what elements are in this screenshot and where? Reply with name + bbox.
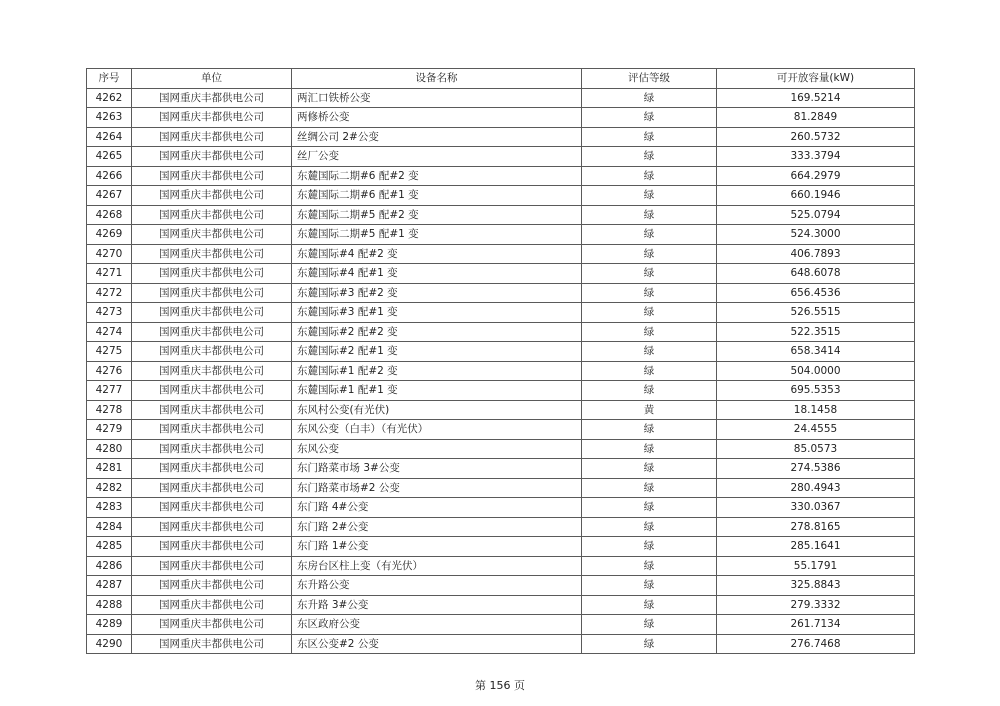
table-row: [87, 283, 915, 303]
cell-device-name: 东区公变#2 公变: [292, 634, 582, 654]
cell-serial-number: 4271: [87, 264, 132, 284]
cell-device-name: 东升路公变: [292, 576, 582, 596]
cell-assessment-level: 绿: [582, 537, 717, 557]
table-row: [87, 556, 915, 576]
cell-unit: 国网重庆丰都供电公司: [132, 205, 292, 225]
cell-device-name: 东门路菜市场#2 公变: [292, 478, 582, 498]
cell-device-name: 东麓国际二期#5 配#1 变: [292, 225, 582, 245]
cell-device-name: 东房台区柱上变（有光伏）: [292, 556, 582, 576]
table-row: [87, 478, 915, 498]
cell-unit: 国网重庆丰都供电公司: [132, 576, 292, 596]
cell-open-capacity: 85.0573: [717, 439, 915, 459]
cell-device-name: 东麓国际#1 配#1 变: [292, 381, 582, 401]
cell-unit: 国网重庆丰都供电公司: [132, 127, 292, 147]
cell-open-capacity: 24.4555: [717, 420, 915, 440]
cell-serial-number: 4282: [87, 478, 132, 498]
cell-assessment-level: 绿: [582, 615, 717, 635]
cell-assessment-level: 绿: [582, 303, 717, 323]
cell-assessment-level: 绿: [582, 225, 717, 245]
table-row: [87, 147, 915, 167]
header-serial-number: 序号: [87, 69, 132, 89]
cell-open-capacity: 260.5732: [717, 127, 915, 147]
cell-open-capacity: 55.1791: [717, 556, 915, 576]
cell-unit: 国网重庆丰都供电公司: [132, 634, 292, 654]
cell-open-capacity: 656.4536: [717, 283, 915, 303]
cell-serial-number: 4287: [87, 576, 132, 596]
cell-unit: 国网重庆丰都供电公司: [132, 283, 292, 303]
cell-open-capacity: 660.1946: [717, 186, 915, 206]
cell-serial-number: 4286: [87, 556, 132, 576]
cell-open-capacity: 504.0000: [717, 361, 915, 381]
cell-serial-number: 4276: [87, 361, 132, 381]
cell-assessment-level: 绿: [582, 634, 717, 654]
cell-unit: 国网重庆丰都供电公司: [132, 264, 292, 284]
cell-open-capacity: 18.1458: [717, 400, 915, 420]
cell-open-capacity: 406.7893: [717, 244, 915, 264]
cell-open-capacity: 81.2849: [717, 108, 915, 128]
cell-assessment-level: 绿: [582, 342, 717, 362]
cell-unit: 国网重庆丰都供电公司: [132, 439, 292, 459]
cell-device-name: 东麓国际二期#5 配#2 变: [292, 205, 582, 225]
cell-serial-number: 4267: [87, 186, 132, 206]
cell-device-name: 东升路 3#公变: [292, 595, 582, 615]
table-row: [87, 420, 915, 440]
cell-unit: 国网重庆丰都供电公司: [132, 459, 292, 479]
cell-unit: 国网重庆丰都供电公司: [132, 108, 292, 128]
table-row: [87, 264, 915, 284]
table-row: [87, 634, 915, 654]
cell-unit: 国网重庆丰都供电公司: [132, 537, 292, 557]
cell-assessment-level: 绿: [582, 108, 717, 128]
cell-open-capacity: 658.3414: [717, 342, 915, 362]
cell-device-name: 丝厂公变: [292, 147, 582, 167]
cell-assessment-level: 绿: [582, 439, 717, 459]
cell-device-name: 东区政府公变: [292, 615, 582, 635]
cell-device-name: 丝绸公司 2#公变: [292, 127, 582, 147]
table-row: [87, 166, 915, 186]
cell-assessment-level: 绿: [582, 498, 717, 518]
cell-unit: 国网重庆丰都供电公司: [132, 595, 292, 615]
cell-open-capacity: 330.0367: [717, 498, 915, 518]
cell-assessment-level: 绿: [582, 420, 717, 440]
cell-device-name: 东风公变: [292, 439, 582, 459]
cell-assessment-level: 绿: [582, 322, 717, 342]
table-row: [87, 88, 915, 108]
table-row: [87, 361, 915, 381]
capacity-table: [86, 68, 915, 654]
header-device-name: 设备名称: [292, 69, 582, 89]
cell-open-capacity: 524.3000: [717, 225, 915, 245]
cell-device-name: 东门路菜市场 3#公变: [292, 459, 582, 479]
cell-device-name: 东风村公变(有光伏): [292, 400, 582, 420]
cell-unit: 国网重庆丰都供电公司: [132, 244, 292, 264]
cell-device-name: 东门路 1#公变: [292, 537, 582, 557]
cell-unit: 国网重庆丰都供电公司: [132, 498, 292, 518]
capacity-table-container: [86, 68, 914, 654]
cell-unit: 国网重庆丰都供电公司: [132, 166, 292, 186]
table-row: [87, 498, 915, 518]
cell-device-name: 东门路 2#公变: [292, 517, 582, 537]
cell-assessment-level: 绿: [582, 127, 717, 147]
page-number: 第 156 页: [475, 679, 525, 692]
header-unit: 单位: [132, 69, 292, 89]
cell-assessment-level: 绿: [582, 556, 717, 576]
cell-assessment-level: 绿: [582, 166, 717, 186]
table-row: [87, 225, 915, 245]
cell-device-name: 东麓国际二期#6 配#2 变: [292, 166, 582, 186]
cell-serial-number: 4277: [87, 381, 132, 401]
cell-unit: 国网重庆丰都供电公司: [132, 478, 292, 498]
cell-serial-number: 4283: [87, 498, 132, 518]
table-row: [87, 205, 915, 225]
cell-unit: 国网重庆丰都供电公司: [132, 517, 292, 537]
cell-unit: 国网重庆丰都供电公司: [132, 322, 292, 342]
table-row: [87, 244, 915, 264]
table-row: [87, 517, 915, 537]
cell-open-capacity: 648.6078: [717, 264, 915, 284]
cell-serial-number: 4263: [87, 108, 132, 128]
cell-assessment-level: 绿: [582, 459, 717, 479]
cell-unit: 国网重庆丰都供电公司: [132, 342, 292, 362]
cell-unit: 国网重庆丰都供电公司: [132, 400, 292, 420]
table-row: [87, 322, 915, 342]
cell-unit: 国网重庆丰都供电公司: [132, 615, 292, 635]
cell-device-name: 东麓国际二期#6 配#1 变: [292, 186, 582, 206]
header-assessment-level: 评估等级: [582, 69, 717, 89]
cell-open-capacity: 526.5515: [717, 303, 915, 323]
cell-device-name: 东门路 4#公变: [292, 498, 582, 518]
cell-serial-number: 4264: [87, 127, 132, 147]
cell-device-name: 东麓国际#1 配#2 变: [292, 361, 582, 381]
cell-assessment-level: 绿: [582, 517, 717, 537]
header-open-capacity: 可开放容量(kW): [717, 69, 915, 89]
cell-device-name: 东麓国际#3 配#2 变: [292, 283, 582, 303]
table-body: [87, 88, 915, 654]
table-row: [87, 459, 915, 479]
table-row: [87, 108, 915, 128]
cell-open-capacity: 274.5386: [717, 459, 915, 479]
cell-assessment-level: 绿: [582, 595, 717, 615]
cell-open-capacity: 285.1641: [717, 537, 915, 557]
cell-open-capacity: 695.5353: [717, 381, 915, 401]
cell-device-name: 东风公变（白丰）（有光伏）: [292, 420, 582, 440]
cell-assessment-level: 绿: [582, 283, 717, 303]
cell-serial-number: 4278: [87, 400, 132, 420]
cell-assessment-level: 绿: [582, 381, 717, 401]
cell-assessment-level: 黄: [582, 400, 717, 420]
table-row: [87, 303, 915, 323]
table-row: [87, 186, 915, 206]
cell-unit: 国网重庆丰都供电公司: [132, 303, 292, 323]
cell-unit: 国网重庆丰都供电公司: [132, 88, 292, 108]
cell-assessment-level: 绿: [582, 186, 717, 206]
cell-serial-number: 4270: [87, 244, 132, 264]
cell-assessment-level: 绿: [582, 147, 717, 167]
cell-serial-number: 4289: [87, 615, 132, 635]
cell-serial-number: 4274: [87, 322, 132, 342]
cell-device-name: 东麓国际#2 配#2 变: [292, 322, 582, 342]
cell-open-capacity: 261.7134: [717, 615, 915, 635]
cell-serial-number: 4290: [87, 634, 132, 654]
cell-assessment-level: 绿: [582, 264, 717, 284]
table-header-row: [87, 69, 915, 89]
cell-device-name: 东麓国际#2 配#1 变: [292, 342, 582, 362]
cell-serial-number: 4288: [87, 595, 132, 615]
cell-serial-number: 4273: [87, 303, 132, 323]
cell-unit: 国网重庆丰都供电公司: [132, 381, 292, 401]
cell-serial-number: 4262: [87, 88, 132, 108]
cell-open-capacity: 664.2979: [717, 166, 915, 186]
cell-serial-number: 4268: [87, 205, 132, 225]
cell-device-name: 东麓国际#3 配#1 变: [292, 303, 582, 323]
cell-serial-number: 4281: [87, 459, 132, 479]
cell-serial-number: 4284: [87, 517, 132, 537]
cell-assessment-level: 绿: [582, 88, 717, 108]
table-row: [87, 400, 915, 420]
table-row: [87, 595, 915, 615]
cell-assessment-level: 绿: [582, 205, 717, 225]
cell-serial-number: 4285: [87, 537, 132, 557]
cell-serial-number: 4266: [87, 166, 132, 186]
cell-open-capacity: 525.0794: [717, 205, 915, 225]
cell-device-name: 东麓国际#4 配#1 变: [292, 264, 582, 284]
cell-open-capacity: 279.3332: [717, 595, 915, 615]
cell-serial-number: 4275: [87, 342, 132, 362]
cell-unit: 国网重庆丰都供电公司: [132, 225, 292, 245]
cell-serial-number: 4265: [87, 147, 132, 167]
cell-unit: 国网重庆丰都供电公司: [132, 186, 292, 206]
cell-unit: 国网重庆丰都供电公司: [132, 147, 292, 167]
cell-open-capacity: 522.3515: [717, 322, 915, 342]
cell-device-name: 两修桥公变: [292, 108, 582, 128]
cell-open-capacity: 280.4943: [717, 478, 915, 498]
table-row: [87, 537, 915, 557]
cell-open-capacity: 278.8165: [717, 517, 915, 537]
table-row: [87, 381, 915, 401]
cell-device-name: 东麓国际#4 配#2 变: [292, 244, 582, 264]
table-row: [87, 342, 915, 362]
table-row: [87, 439, 915, 459]
cell-serial-number: 4269: [87, 225, 132, 245]
cell-open-capacity: 333.3794: [717, 147, 915, 167]
cell-serial-number: 4279: [87, 420, 132, 440]
cell-serial-number: 4272: [87, 283, 132, 303]
table-row: [87, 576, 915, 596]
cell-open-capacity: 276.7468: [717, 634, 915, 654]
table-row: [87, 127, 915, 147]
cell-open-capacity: 169.5214: [717, 88, 915, 108]
cell-unit: 国网重庆丰都供电公司: [132, 556, 292, 576]
cell-device-name: 两汇口铁桥公变: [292, 88, 582, 108]
cell-assessment-level: 绿: [582, 478, 717, 498]
cell-serial-number: 4280: [87, 439, 132, 459]
cell-unit: 国网重庆丰都供电公司: [132, 361, 292, 381]
cell-assessment-level: 绿: [582, 576, 717, 596]
cell-assessment-level: 绿: [582, 244, 717, 264]
cell-open-capacity: 325.8843: [717, 576, 915, 596]
table-row: [87, 615, 915, 635]
cell-unit: 国网重庆丰都供电公司: [132, 420, 292, 440]
cell-assessment-level: 绿: [582, 361, 717, 381]
